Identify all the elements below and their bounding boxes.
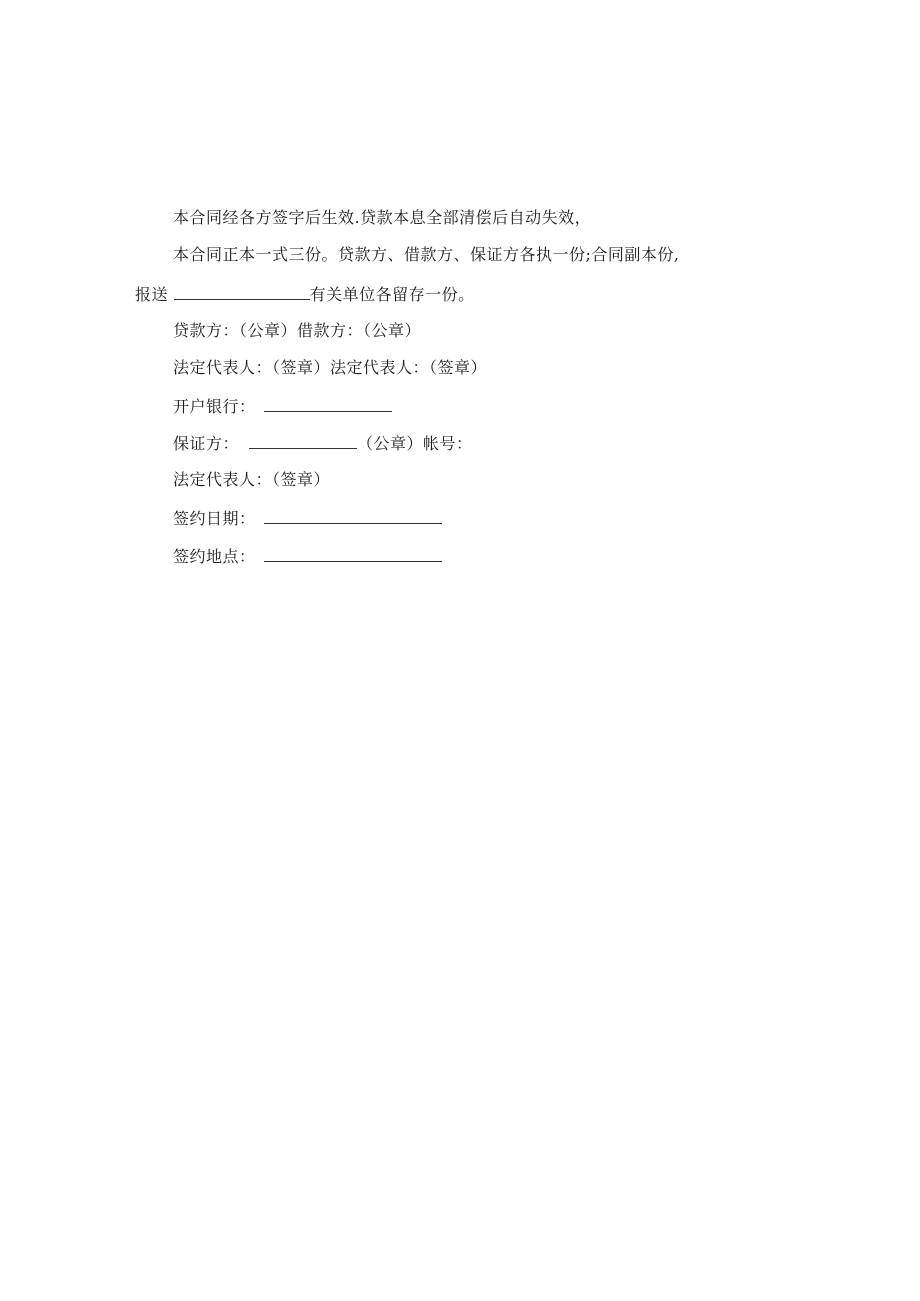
sign-place-line (173, 545, 442, 568)
party-seal-line (173, 320, 421, 342)
submit-suffix: 有关单位各留存一份。 (309, 285, 475, 304)
legal-rep-line (173, 357, 487, 379)
sign-place-label: 签约地点： (173, 547, 256, 566)
guarantor-label: 保证方： (173, 434, 240, 453)
bank-line (173, 395, 392, 418)
bank-blank[interactable] (264, 395, 392, 412)
lender-borrower-seal-text: 贷款方：（公章）借款方：（公章） (173, 321, 422, 340)
submit-prefix: 报送 (135, 285, 174, 304)
sign-date-label: 签约日期： (173, 509, 256, 528)
legal-rep-text: 法定代表人：（签章）法定代表人：（签章） (173, 358, 488, 377)
guarantor-blank[interactable] (249, 432, 357, 449)
guarantor-rep-line (173, 469, 330, 491)
effectiveness-clause (173, 207, 591, 229)
sign-date-line (173, 507, 442, 530)
bank-label: 开户银行： (173, 397, 256, 416)
submit-to-blank[interactable] (174, 283, 310, 300)
guarantor-seal-text: （公章）帐号： (357, 434, 473, 453)
copies-clause-line1 (173, 244, 679, 266)
sign-place-blank[interactable] (264, 545, 442, 562)
guarantor-rep-text: 法定代表人：（签章） (173, 470, 331, 489)
copies-clause-line2 (135, 283, 475, 306)
sign-date-blank[interactable] (264, 507, 442, 524)
copies-text: 本合同正本一式三份。贷款方、借款方、保证方各执一份;合同副本份, (173, 245, 680, 264)
guarantor-line (173, 432, 473, 455)
effectiveness-text: 本合同经各方签字后生效.贷款本息全部清偿后自动失效， (173, 208, 592, 227)
